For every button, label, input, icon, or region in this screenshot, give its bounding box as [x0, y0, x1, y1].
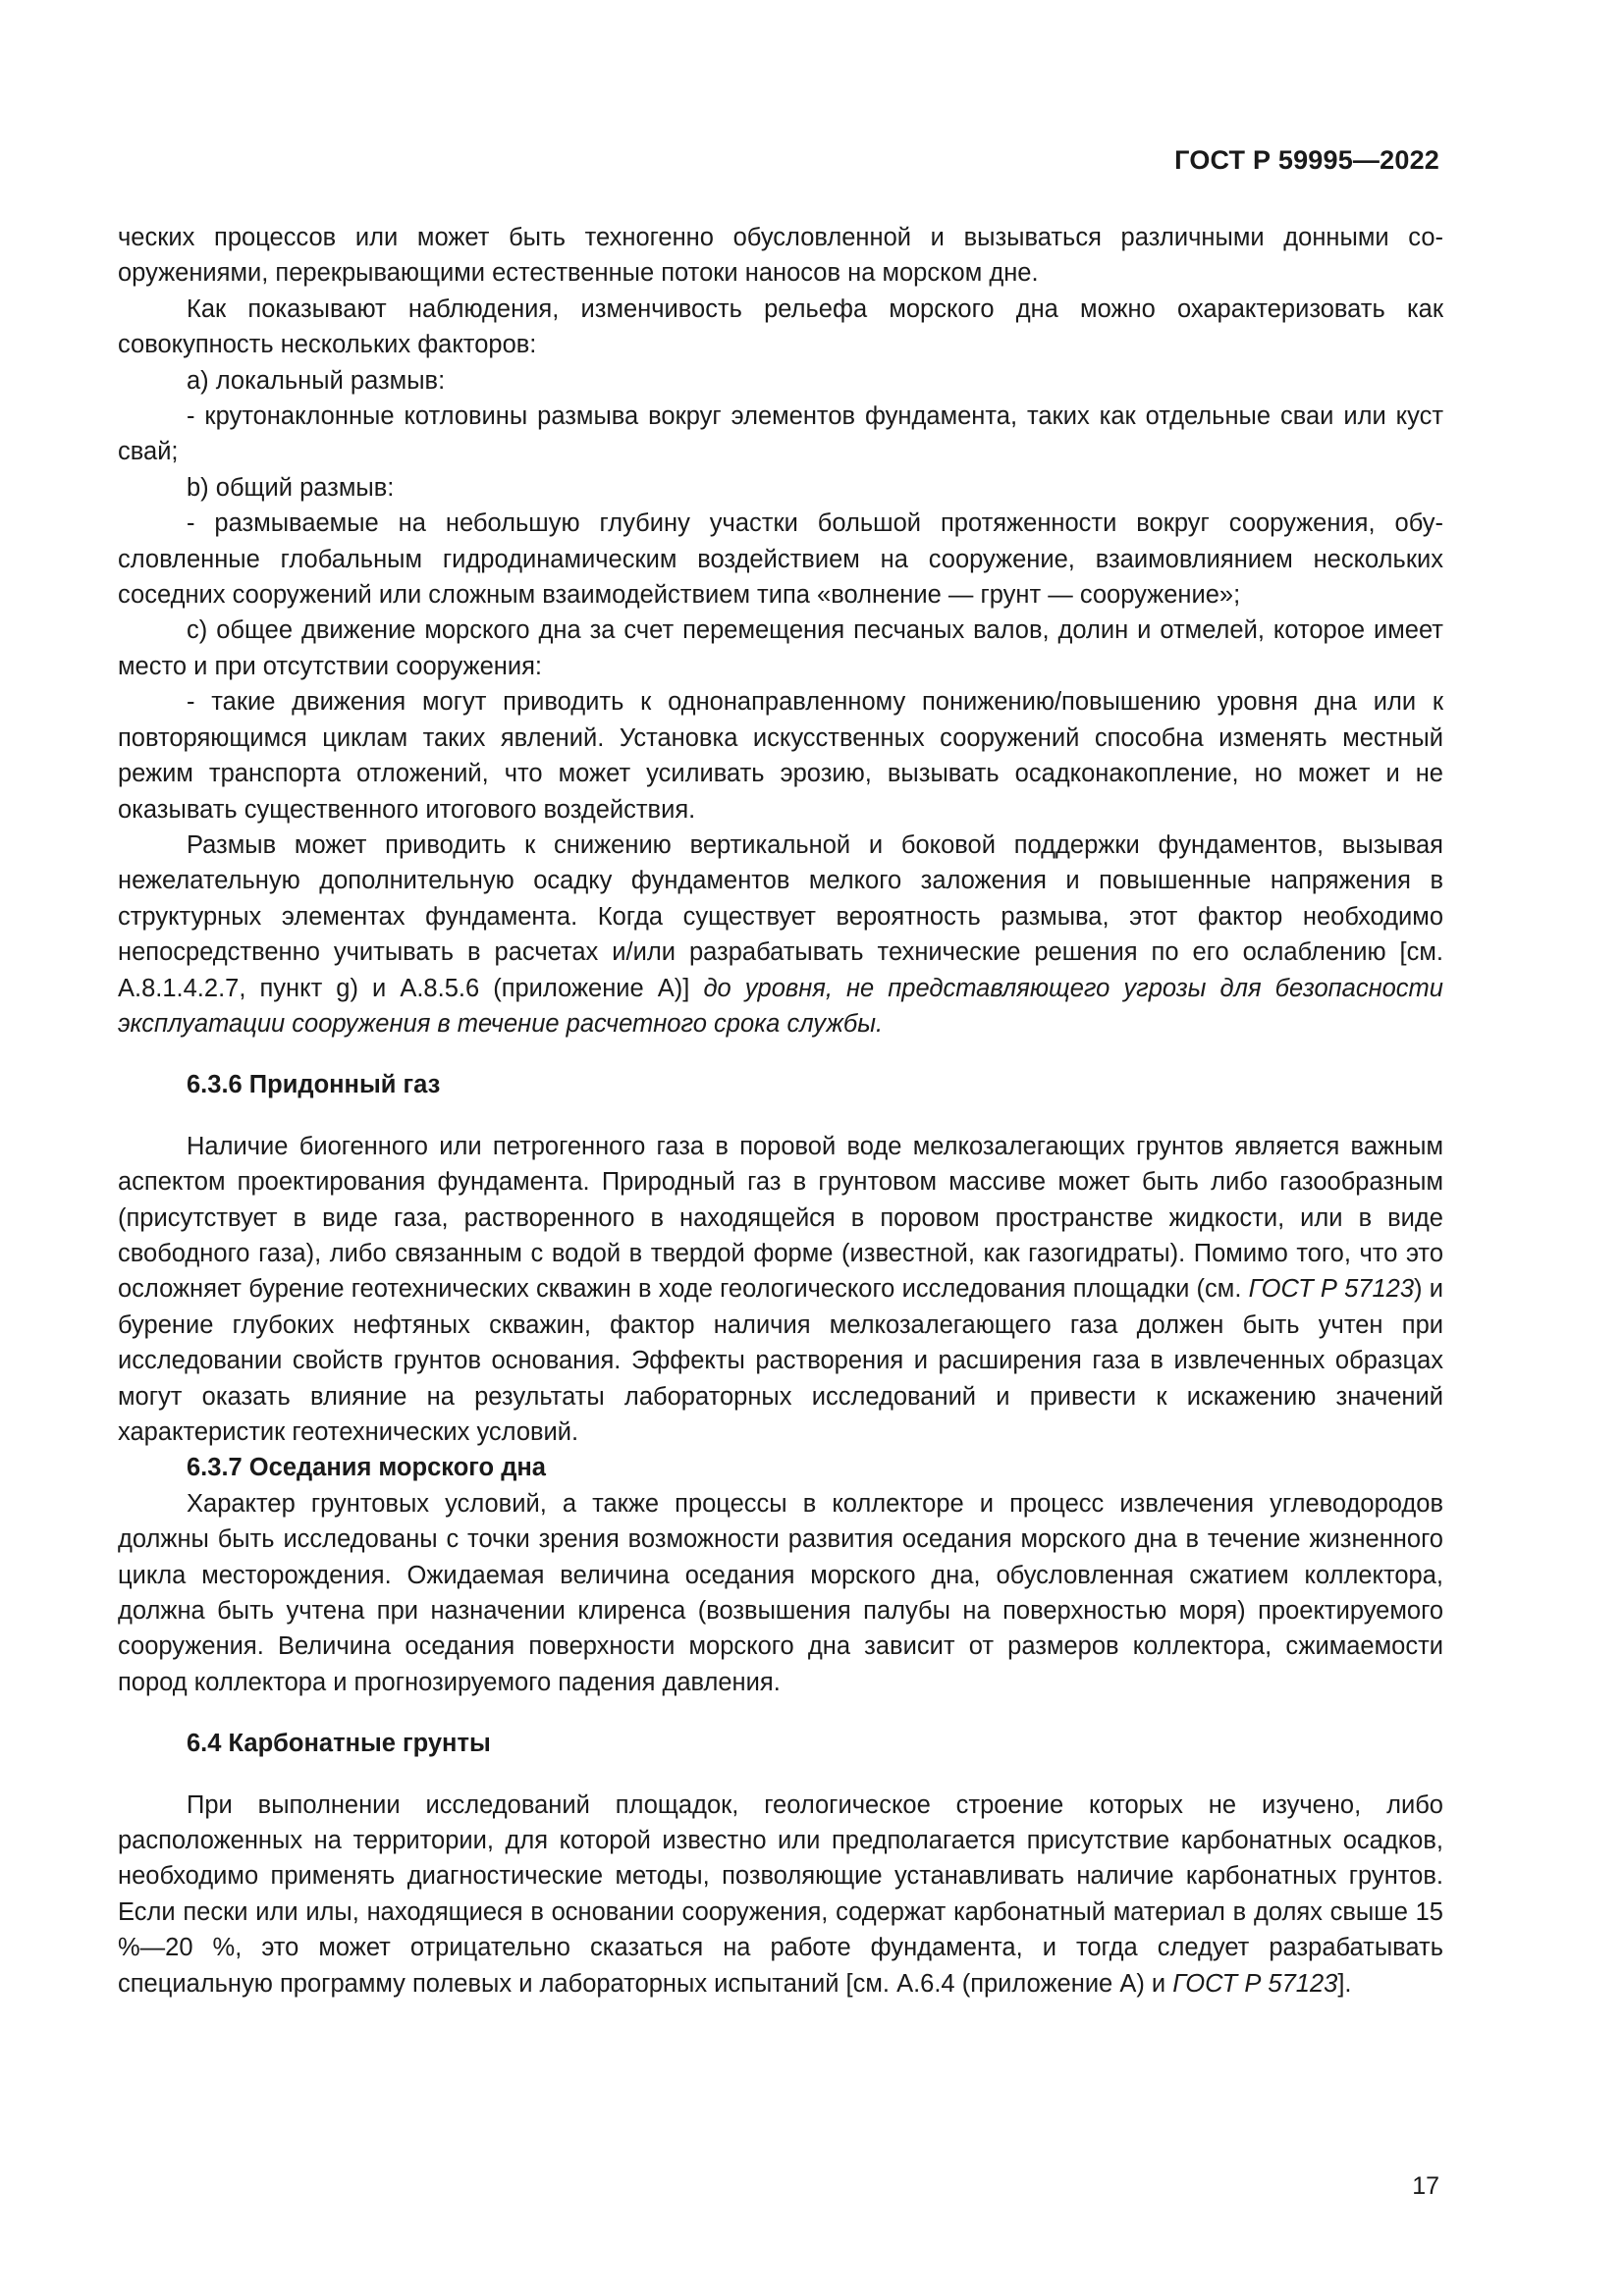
standard-reference: ГОСТ Р 57123 [1248, 1275, 1415, 1304]
paragraph-relief-variability: Как показывают наблюдения, изменчивость рельефа морского дна можно охарактеризовать как совокупность нескольких факторов: [118, 294, 1443, 359]
section-heading-6-4: 6.4 Карбонатные грунты [187, 1730, 491, 1758]
document-code-header: ГОСТ Р 59995—2022 [1174, 145, 1439, 175]
page-number: 17 [1412, 2172, 1439, 2200]
paragraph-carbonate-soils-text-1: При выполнении исследований площадок, геологическое строение которых не изучено, либо расположенных на территории, для которой известно или предполагается присутствие карбонатных осадков, необходимо применять диагностические методы, позволяющие устанавливать наличие карбонатных грунтов. Если пески или илы, находящиеся в основании сооружения, содержат карбонатный материал в долях свыше 15 %—20 %, это может отрицательно сказаться на работе фундамента, и тогда следует разрабатывать специальную программу полевых и лабораторных испытаний [см. А.6.4 (приложение А) и [118, 1790, 1443, 1998]
section-heading-6-3-6: 6.3.6 Придонный газ [187, 1071, 441, 1099]
paragraph-bottom-gas-text-1: Наличие биогенного или петрогенного газа в поровой воде мелкозалегающих грунтов является важным аспектом проектирования фундамента. Природный газ в грунтовом массиве может быть либо газообразным (присутствует в виде газа, растворенного в находящейся в поровом пространстве жидкости, или в виде свободного газа), либо связанным с водой в твердой форме (известной, как газогидраты). Помимо того, что это осложняет бурение геотехнических скважин в ходе геологического исследования площадки (см. [118, 1132, 1443, 1304]
paragraph-scour-effects-italic: до уровня, не представляющего угрозы для безопасности эксплуатации сооружения в течение расчетного срока службы. [118, 974, 1443, 1038]
paragraph-bottom-gas-text-2: ) и бурение глубоких нефтяных скважин, фактор наличия мелкозалегающего газа должен быть учтен при исследовании свойств грунтов основания. Эффекты растворения и расширения газа в извлеченных образцах могут оказать влияние на результаты лабораторных исследований и привести к искажению значений характеристик геотехнических условий. [118, 1275, 1443, 1446]
list-subitem-seabed-movement: - такие движения могут приводить к однонаправленному понижению/повышению уровня дна или к повторяющимся циклам таких явлений. Установка искусственных сооружений способна изменять местный режим транспорта отложений, что может усиливать эрозию, вызывать осадконакопление, но может и не оказывать существенного итогового воздействия. [118, 688, 1443, 824]
list-item-general-scour: b) общий размыв: [187, 473, 395, 502]
list-item-local-scour: а) локальный размыв: [187, 366, 446, 395]
standard-reference: ГОСТ Р 57123 [1172, 1969, 1338, 1998]
list-item-seabed-movement: с) общее движение морского дна за счет перемещения песчаных валов, долин и отмелей, которое имеет место и при отсутствии сооружения: [118, 616, 1443, 680]
paragraph-carbonate-soils [118, 1788, 1443, 2002]
paragraph-carbonate-soils-text-2: ]. [1337, 1969, 1352, 1998]
paragraph-bottom-gas [118, 1129, 1443, 1451]
paragraph-scour-effects-text: Размыв может приводить к снижению вертикальной и боковой поддержки фундаментов, вызывая нежелательную дополнительную осадку фундаментов мелкого заложения и повышенные напряжения в структурных элементах фундамента. Когда существует вероятность размыва, этот фактор необходимо непосредственно учитывать в расчетах и/или разрабатывать технические решения по его ослаблению [см. А.8.1.4.2.7, пункт g) и А.8.5.6 (приложение А)] [118, 830, 1443, 1002]
list-subitem-local-scour: - крутонаклонные котловины размыва вокруг элементов фундамента, таких как отдельные сваи или куст свай; [118, 402, 1443, 466]
paragraph-seabed-subsidence: Характер грунтовых условий, а также процессы в коллекторе и процесс извлечения углеводородов должны быть исследованы с точки зрения возможности развития оседания морского дна в течение жизненного цикла месторождения. Ожидаемая величина оседания морского дна, обусловленная сжатием коллектора, должна быть учтена при назначении клиренса (возвышения палубы на поверхностью моря) проектируемого сооружения. Величина оседания поверхности морского дна зависит от размеров коллектора, сжимаемости пород коллектора и прогнозируемого падения давления. [118, 1489, 1443, 1696]
section-heading-6-3-7: 6.3.7 Оседания морского дна [187, 1454, 546, 1482]
page-body [118, 220, 1443, 2002]
paragraph-scour-effects [118, 828, 1443, 1041]
paragraph-continuation: ческих процессов или может быть техногенно обусловленной и вызываться различными донными сооружениями, перекрывающими естественные потоки наносов на морском дне. [118, 224, 1443, 288]
list-subitem-general-scour: - размываемые на небольшую глубину участки большой протяженности вокруг сооружения, обусловленные глобальным гидродинамическим воздействием на сооружение, взаимовлиянием нескольких соседних сооружений или сложным взаимодействием типа «волнение — грунт — сооружение»; [118, 509, 1443, 610]
